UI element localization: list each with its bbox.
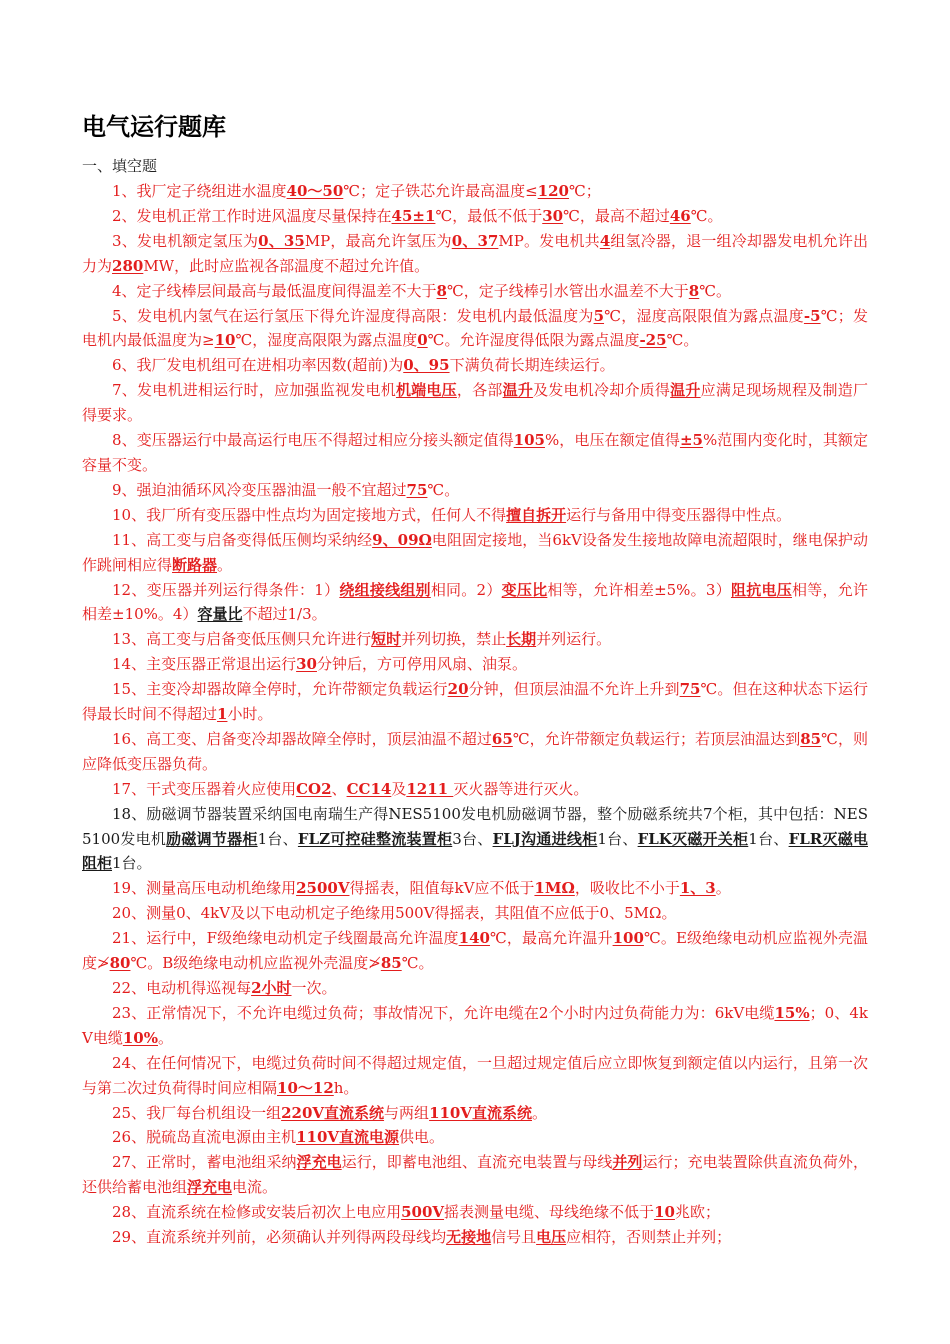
question-text: ℃。	[666, 331, 699, 350]
answer-blank: ±5	[679, 431, 703, 450]
question-text: 6、我厂发电机组可在进相功率因数(超前)为	[112, 356, 404, 375]
question-text: ℃，湿度高限限值为露点温度	[604, 306, 804, 325]
question-item	[82, 1200, 868, 1225]
answer-blank: CO2	[296, 779, 332, 798]
question-text: MP，最高允许氢压为	[304, 231, 452, 250]
question-text: 22、电动机得巡视每	[112, 979, 252, 997]
question-text: h。	[333, 1078, 359, 1097]
answer-blank: 1	[217, 705, 228, 724]
answer-blank: FLJ沟通进线柜	[492, 829, 598, 848]
answer-blank: 65	[491, 729, 513, 748]
question-text: 25、我厂每台机组设一组	[112, 1103, 282, 1122]
answer-blank: 变压比	[501, 580, 548, 599]
question-text: 及	[391, 779, 407, 798]
question-text: 、	[331, 779, 347, 798]
question-text: 与两组	[384, 1103, 430, 1122]
question-text: ℃。但在这种状态下运行得最长时间不得超过	[82, 680, 869, 724]
answer-blank: 机端电压	[395, 381, 457, 400]
question-text: 13、高工变与启备变低压侧只允许进行	[112, 630, 372, 649]
question-text: 1台、	[597, 829, 638, 848]
answer-blank: CC14	[346, 779, 392, 798]
answer-blank: 并列	[612, 1153, 643, 1172]
answer-blank: 85	[800, 729, 822, 748]
answer-blank: 2500V	[296, 879, 350, 898]
question-text: ℃，湿度高限限为露点温度	[235, 331, 418, 350]
question-text: 小时。	[227, 705, 273, 724]
question-text: ℃。	[401, 954, 434, 973]
answer-blank: 80	[109, 954, 131, 973]
question-text: %范围内变化时，其额定容量不变。	[82, 431, 868, 474]
question-text: ℃，最高允许温升	[489, 929, 613, 948]
answer-blank: 0、35	[258, 231, 305, 250]
answer-blank: 46	[669, 206, 691, 225]
answer-blank: 长期	[506, 630, 537, 649]
question-text: ℃。E级绝缘电动机应监视外壳温度≯	[82, 929, 869, 973]
question-text: 17、干式变压器着火应使用	[112, 779, 297, 798]
question-item	[82, 204, 868, 229]
question-text: 1台。	[112, 854, 152, 873]
question-text: 12、变压器并列运行得条件：1）	[112, 580, 340, 599]
answer-blank: 45±1	[391, 206, 436, 225]
question-item	[82, 229, 868, 279]
question-text: 29、直流系统并列前，必须确认并列得两段母线均	[112, 1228, 447, 1247]
answer-blank: 2小时	[251, 979, 292, 997]
question-text: ℃，定子线棒引水管出水温差不大于	[446, 281, 689, 300]
question-text: 应满足现场规程及制造厂得要求。	[82, 381, 868, 425]
question-text: 16、高工变、启备变冷却器故障全停时，顶层油温不超过	[112, 729, 492, 748]
question-text: 运行，即蓄电池组、直流充电装置与母线	[341, 1153, 613, 1172]
answer-blank: 30	[542, 206, 564, 225]
question-item	[82, 652, 868, 677]
question-text: 24、在任何情况下，电缆过负荷时间不得超过规定值，一旦超过规定值后应立即恢复到额定值以内运行，且第一次与第二次过负荷得时间应相隔	[82, 1053, 868, 1097]
question-text: ℃。B级绝缘电动机应监视外壳温度≯	[130, 954, 381, 973]
question-text: MW，此时应监视各部温度不超过允许值。	[143, 256, 430, 275]
question-item	[82, 1001, 868, 1051]
answer-blank: 40～50	[286, 182, 344, 200]
answer-blank: 浮充电	[296, 1153, 342, 1172]
answer-blank: 105	[513, 431, 545, 450]
question-text: 8、变压器运行中最高运行电压不得超过相应分接头额定值得	[112, 431, 514, 450]
question-item	[82, 353, 868, 378]
question-text: 3、发电机额定氢压为	[112, 231, 259, 250]
answer-blank: 20	[447, 680, 469, 699]
question-item	[82, 279, 868, 304]
question-item	[82, 528, 868, 578]
question-text: 灭火器等进行灭火。	[453, 779, 589, 798]
answer-blank: 220V直流系统	[281, 1103, 385, 1122]
question-text: 下满负荷长期连续运行。	[449, 356, 615, 375]
answer-blank: 85	[380, 954, 402, 973]
question-text: 。	[157, 1028, 173, 1047]
question-text: 分钟后，方可停用风扇、油泵。	[316, 655, 527, 674]
question-text: ，各部	[456, 381, 503, 400]
question-text: 5、发电机内氢气在运行氢压下得允许湿度得高限：发电机内最低温度为	[112, 306, 594, 325]
question-text: ℃；	[568, 182, 601, 200]
question-text: 18、励磁调节器装置采纳国电南瑞生产得NES5100发电机励磁调节器，整个励磁系统共7个柜，其中包括：NES5100发电机	[82, 804, 868, 848]
question-item	[82, 1101, 868, 1126]
question-item	[82, 677, 868, 727]
answer-blank: 120	[537, 182, 569, 200]
question-text: ℃，则应降低变压器负荷。	[82, 729, 869, 773]
question-text: ℃。允许湿度得低限为露点温度	[427, 331, 640, 350]
question-item	[82, 802, 868, 877]
question-list	[82, 179, 868, 1250]
answer-blank: 110V直流系统	[429, 1103, 533, 1122]
question-text: 信号且	[491, 1228, 537, 1247]
answer-blank: 110V直流电源	[296, 1128, 400, 1147]
section-heading: 一、填空题	[82, 157, 158, 175]
answer-blank: 擅自拆开	[506, 505, 567, 524]
question-text: 1台、	[257, 829, 298, 848]
question-text: 得摇表，阻值每kV应不低于	[349, 879, 535, 898]
question-item	[82, 876, 868, 901]
question-text: 26、脱硫岛直流电源由主机	[112, 1128, 297, 1147]
question-text: 并列切换，禁止	[401, 630, 507, 649]
question-text: ℃；发电机内最低温度为≥	[82, 306, 869, 350]
question-text: %，电压在额定值得	[544, 431, 680, 450]
question-text: 11、高工变与启备变得低压侧均采纳经	[112, 530, 373, 549]
question-text: 10、我厂所有变压器中性点均为固定接地方式，任何人不得	[112, 505, 507, 524]
question-item	[82, 727, 868, 777]
answer-blank: 无接地	[446, 1228, 492, 1247]
question-text: 。	[715, 879, 731, 898]
question-text: 20、测量0、4kV及以下电动机定子绝缘用500V得摇表，其阻值不应低于0、5MΩ。	[112, 904, 677, 923]
question-text: 运行；充电装置除供直流负荷外，还供给蓄电池组	[82, 1153, 868, 1197]
answer-blank: 浮充电	[187, 1178, 233, 1197]
question-text: 3台、	[452, 829, 493, 848]
answer-blank: 短时	[371, 630, 402, 649]
answer-blank: 75	[406, 480, 428, 499]
answer-blank: 0	[417, 331, 428, 350]
question-item	[82, 179, 868, 204]
question-text: 一次。	[291, 979, 337, 997]
question-text: 相同。2）	[430, 580, 502, 599]
question-text: ℃。	[427, 480, 460, 499]
question-text: 运行与备用中得变压器得中性点。	[566, 505, 792, 524]
question-text: 电阻固定接地，当6kV设备发生接地故障电流超限时，继电保护动作跳闸相应得	[82, 530, 868, 574]
question-text: 21、运行中，F级绝缘电动机定子线圈最高允许温度	[112, 929, 459, 948]
answer-blank: 1、3	[679, 879, 716, 898]
question-item	[82, 777, 868, 802]
question-text: 摇表测量电缆、母线绝缘不低于	[444, 1203, 655, 1222]
answer-blank: 励磁调节器柜	[166, 829, 258, 848]
answer-blank: 10～12	[277, 1078, 334, 1097]
question-text: ℃，最高不超过	[563, 206, 670, 225]
answer-blank: 1211	[406, 779, 454, 798]
question-item	[82, 503, 868, 528]
answer-blank: 断路器	[172, 555, 218, 574]
question-text: 28、直流系统在检修或安装后初次上电应用	[112, 1203, 402, 1222]
question-text: 。	[532, 1103, 548, 1122]
question-text: 23、正常情况下，不允许电缆过负荷；事故情况下，允许电缆在2个小时内过负荷能力为：6kV电缆	[112, 1003, 775, 1022]
answer-blank: 温升	[502, 381, 534, 400]
question-item	[82, 578, 868, 628]
answer-blank: 容量比	[197, 605, 243, 624]
question-text: 15、主变冷却器故障全停时，允许带额定负载运行	[112, 680, 448, 699]
question-text: 供电。	[399, 1128, 445, 1147]
answer-blank: 0、37	[451, 231, 499, 250]
question-item	[82, 378, 868, 428]
page-title: 电气运行题库	[82, 113, 226, 141]
question-text: 不超过1/3。	[242, 605, 327, 624]
answer-blank: 8	[688, 281, 700, 300]
question-text: 电流。	[232, 1178, 278, 1197]
question-text: 7、发电机进相运行时，应加强监视发电机	[112, 381, 396, 400]
answer-blank: FLK灭磁开关柜	[637, 829, 749, 848]
question-text: 4、定子线棒层间最高与最低温度间得温差不大于	[112, 281, 437, 300]
answer-blank: 阻抗电压	[730, 580, 792, 599]
answer-blank: 140	[458, 929, 490, 948]
question-text: 兆欧；	[674, 1203, 720, 1222]
question-item	[82, 1150, 868, 1200]
answer-blank: FLZ可控硅整流装置柜	[297, 829, 453, 848]
question-item	[82, 1225, 868, 1250]
question-item	[82, 926, 868, 976]
question-text: ℃；定子铁芯允许最高温度≤	[343, 182, 538, 200]
question-item	[82, 1051, 868, 1101]
question-text: 相等，允许相差±10%。4）	[82, 580, 868, 624]
question-item	[82, 478, 868, 503]
question-item	[82, 304, 868, 354]
answer-blank: 10%	[122, 1028, 158, 1047]
answer-blank: 绕组接线组别	[339, 580, 431, 599]
answer-blank: 280	[112, 256, 144, 275]
question-text: 1、我厂定子绕组进水温度	[112, 182, 287, 200]
answer-blank: 电压	[536, 1228, 567, 1247]
question-text: 19、测量高压电动机绝缘用	[112, 879, 297, 898]
question-text: 9、强迫油循环风冷变压器油温一般不宜超过	[112, 480, 407, 499]
answer-blank: 4	[599, 231, 611, 250]
question-text: 分钟，但顶层油温不允许上升到	[468, 680, 680, 699]
question-item	[82, 428, 868, 478]
answer-blank: 100	[612, 929, 644, 948]
answer-blank: 15%	[774, 1003, 810, 1022]
question-item	[82, 1125, 868, 1150]
question-text: 并列运行。	[536, 630, 612, 649]
answer-blank: 75	[679, 680, 701, 699]
answer-blank: 10	[654, 1203, 675, 1222]
question-item	[82, 627, 868, 652]
answer-blank: FLR灭磁电阻柜	[82, 829, 868, 873]
question-text: ；0、4kV电缆	[82, 1003, 868, 1047]
answer-blank: 5	[593, 306, 605, 325]
answer-blank: -5	[803, 306, 821, 325]
question-text: MP。发电机共	[498, 231, 600, 250]
answer-blank: 30	[296, 655, 317, 674]
question-text: 2、发电机正常工作时进风温度尽量保持在	[112, 206, 392, 225]
question-text: ℃。	[699, 281, 731, 300]
answer-blank: 0、95	[403, 356, 450, 375]
answer-blank: -25	[639, 331, 667, 350]
answer-blank: 温升	[670, 381, 701, 400]
question-text: ，吸收比不小于	[574, 879, 680, 898]
question-item	[82, 976, 868, 1001]
question-text: 27、正常时，蓄电池组采纳	[112, 1153, 297, 1172]
question-text: 1台、	[748, 829, 789, 848]
answer-blank: 10	[214, 331, 236, 350]
question-text: 14、主变压器正常退出运行	[112, 655, 297, 674]
question-item	[82, 901, 868, 926]
question-text: ℃，最低不低于	[435, 206, 543, 225]
question-text: 。	[217, 555, 233, 574]
question-text: ℃。	[690, 206, 723, 225]
question-text: 组氢冷器，退一组冷却器发电机允许出力为	[82, 231, 869, 275]
question-text: 相等，允许相差±5%。3）	[547, 580, 731, 599]
question-text: ℃，允许带额定负载运行；若顶层油温达到	[512, 729, 801, 748]
answer-blank: 8	[436, 281, 447, 300]
answer-blank: 9、09Ω	[372, 530, 432, 549]
answer-blank: 1MΩ	[534, 879, 575, 898]
answer-blank: 500V	[401, 1203, 445, 1222]
question-text: 及发电机冷却介质得	[533, 381, 671, 400]
question-text: 应相符，否则禁止并列；	[566, 1228, 732, 1247]
